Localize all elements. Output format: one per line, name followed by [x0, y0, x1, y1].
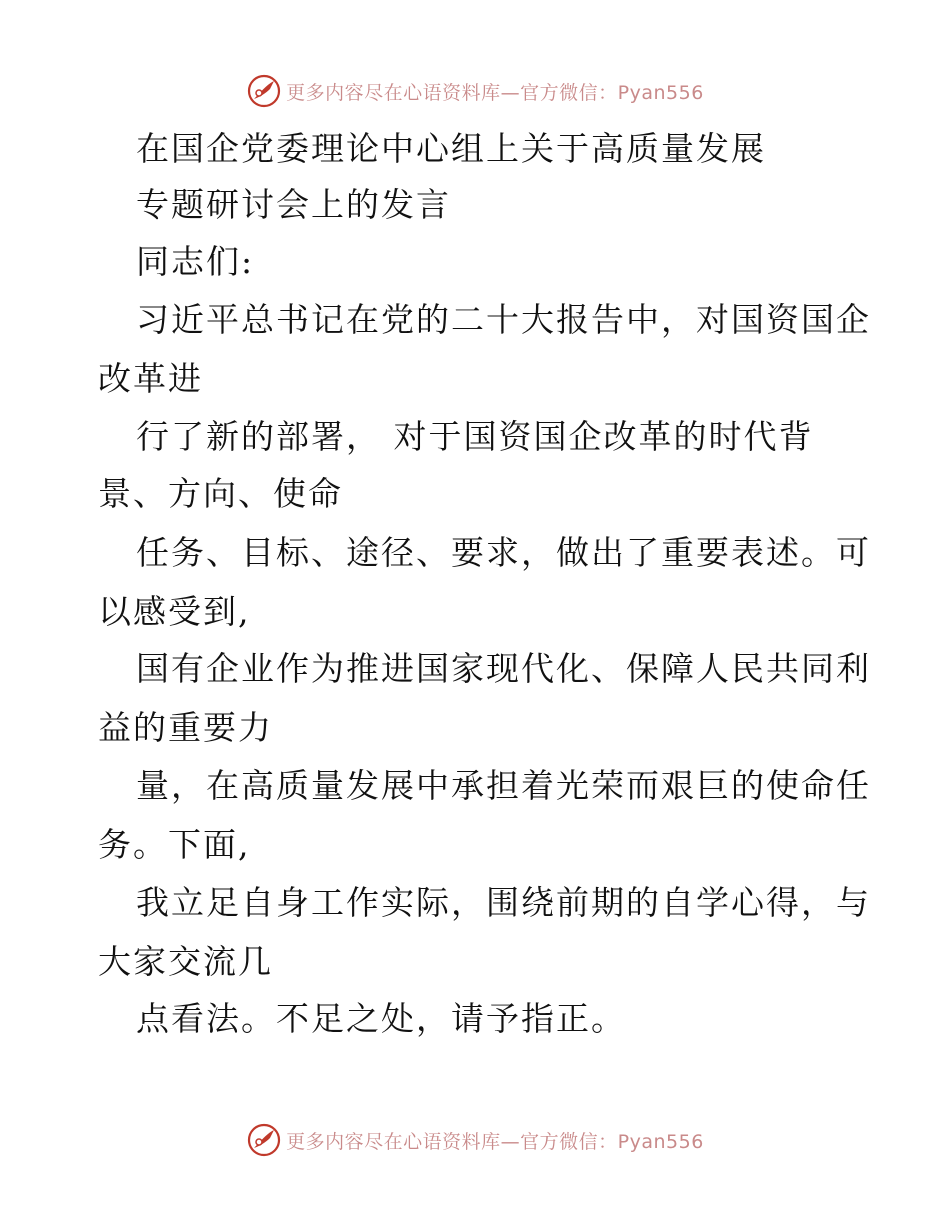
banner-text: 更多内容尽在心语资料库—官方微信：Pyan556 [286, 81, 704, 104]
document-line: 务。下面, [98, 825, 251, 864]
pen-logo-icon [246, 1122, 282, 1158]
document-line: 习近平总书记在党的二十大报告中，对国资国企 [136, 300, 871, 339]
document-line: 以感受到, [98, 592, 251, 631]
document-line: 同志们: [136, 242, 255, 281]
document-line: 点看法。不足之处，请予指正。 [136, 999, 626, 1038]
document-line: 国有企业作为推进国家现代化、保障人民共同利 [136, 649, 871, 688]
document-line: 在国企党委理论中心组上关于高质量发展 [136, 129, 766, 168]
footer-banner [0, 1120, 950, 1160]
document-line: 量，在高质量发展中承担着光荣而艰巨的使命任 [136, 766, 871, 805]
pen-logo-icon [246, 73, 282, 109]
banner-text: 更多内容尽在心语资料库—官方微信：Pyan556 [286, 1130, 704, 1153]
header-banner [0, 71, 950, 111]
document-line: 益的重要力 [98, 708, 273, 747]
document-line: 景、方向、使命 [98, 474, 343, 513]
document-line: 大家交流几 [98, 942, 273, 981]
document-line: 行了新的部署， 对于国资国企改革的时代背 [136, 417, 814, 456]
document-line: 改革进 [98, 359, 203, 398]
document-line: 专题研讨会上的发言 [136, 185, 451, 224]
document-line: 任务、目标、途径、要求，做出了重要表述。可 [136, 533, 871, 572]
document-line: 我立足自身工作实际，围绕前期的自学心得，与 [136, 883, 871, 922]
